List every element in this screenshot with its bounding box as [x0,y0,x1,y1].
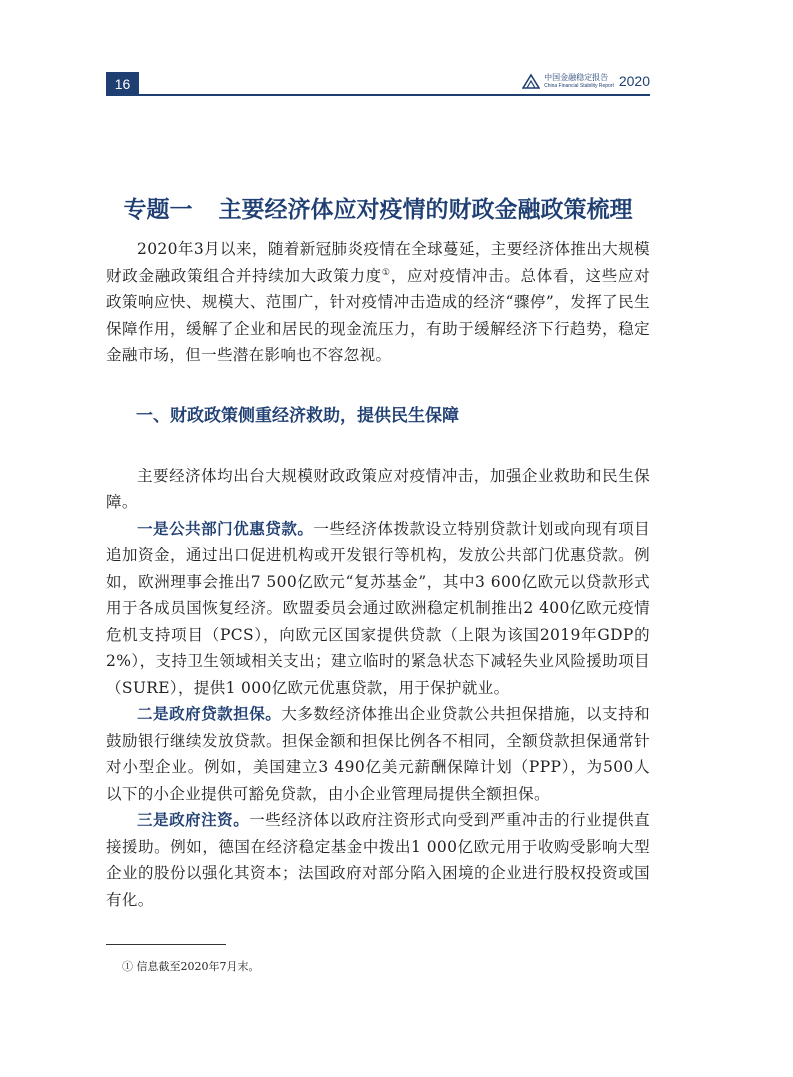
policy-point-1 [106,516,650,702]
report-title-en: China Financial Stability Report [544,82,614,89]
report-year: 2020 [618,73,650,89]
intro-text-before-note: 2020年3月以来，随着新冠肺炎疫情在全球蔓延，主要经济体推出大规模财政金融政策组合并持续加大政策力度 [106,240,650,285]
policy-point-1-text: 一些经济体拨款设立特别贷款计划或向现有项目追加资金，通过出口促进机构或开发银行等机构，发放公共部门优惠贷款。例如，欧洲理事会推出7 500亿欧元“复苏基金”，其中3 600亿欧元以贷款形式用于各成员国恢复经济。欧盟委员会通过欧洲稳定机制推出2 400亿欧元疫情危机支持项目（PCS），向欧元区国家提供贷款（上限为该国2019年GDP的2%），支持卫生领域相关支出；建立临时的紧急状态下减轻失业风险援助项目（SURE），提供1 000亿欧元优惠贷款，用于保护就业。 [106,519,650,697]
footnote-rule [106,944,226,945]
header-rule [106,94,650,96]
title-text: 主要经济体应对疫情的财政金融政策梳理 [218,197,633,224]
page-title [106,191,650,224]
footnote-reference: ① [381,267,391,278]
page-number: 16 [106,72,139,96]
report-brand [522,70,650,92]
mountain-arch-logo-icon [522,73,540,89]
title-label: 专题一 [123,197,193,224]
policy-point-3-text: 一些经济体以政府注资形式向受到严重冲击的行业提供直接援助。例如，德国在经济稳定基金中拨出1 000亿欧元用于收购受影响大型企业的股份以强化其资本；法国政府对部分陷入困境的企业进行股权投资或国有化。 [106,811,650,909]
section-intro-paragraph: 主要经济体均出台大规模财政政策应对疫情冲击，加强企业救助和民生保障。 [106,466,650,511]
intro-paragraph [106,236,650,369]
footnote: ① 信息截至2020年7月末。 [122,960,260,973]
section-heading: 一、财政政策侧重经济救助，提供民生保障 [136,405,459,426]
policy-point-1-lead: 一是公共部门优惠贷款。 [137,519,314,538]
policy-point-3-lead: 三是政府注资。 [137,811,250,829]
intro-text-after-note: ，应对疫情冲击。总体看，这些应对政策响应快、规模大、范围广，针对疫情冲击造成的经济“骤停”，发挥了民生保障作用，缓解了企业和居民的现金流压力，有助于缓解经济下行趋势，稳定金融市场，但一些潜在影响也不容忽视。 [106,266,651,364]
brand-text [544,74,614,89]
policy-point-2 [106,701,650,807]
report-title-cn: 中国金融稳定报告 [544,72,609,82]
policy-point-3 [106,807,650,913]
policy-point-2-lead: 二是政府贷款担保。 [137,705,282,723]
policy-point-2-text: 大多数经济体推出企业贷款公共担保措施，以支持和鼓励银行继续发放贷款。担保金额和担保比例各不相同，全额贷款担保通常针对小型企业。例如，美国建立3 490亿美元薪酬保障计划（PPP），为500人以下的小企业提供可豁免贷款，由小企业管理局提供全额担保。 [106,705,650,803]
article-body [106,236,650,913]
